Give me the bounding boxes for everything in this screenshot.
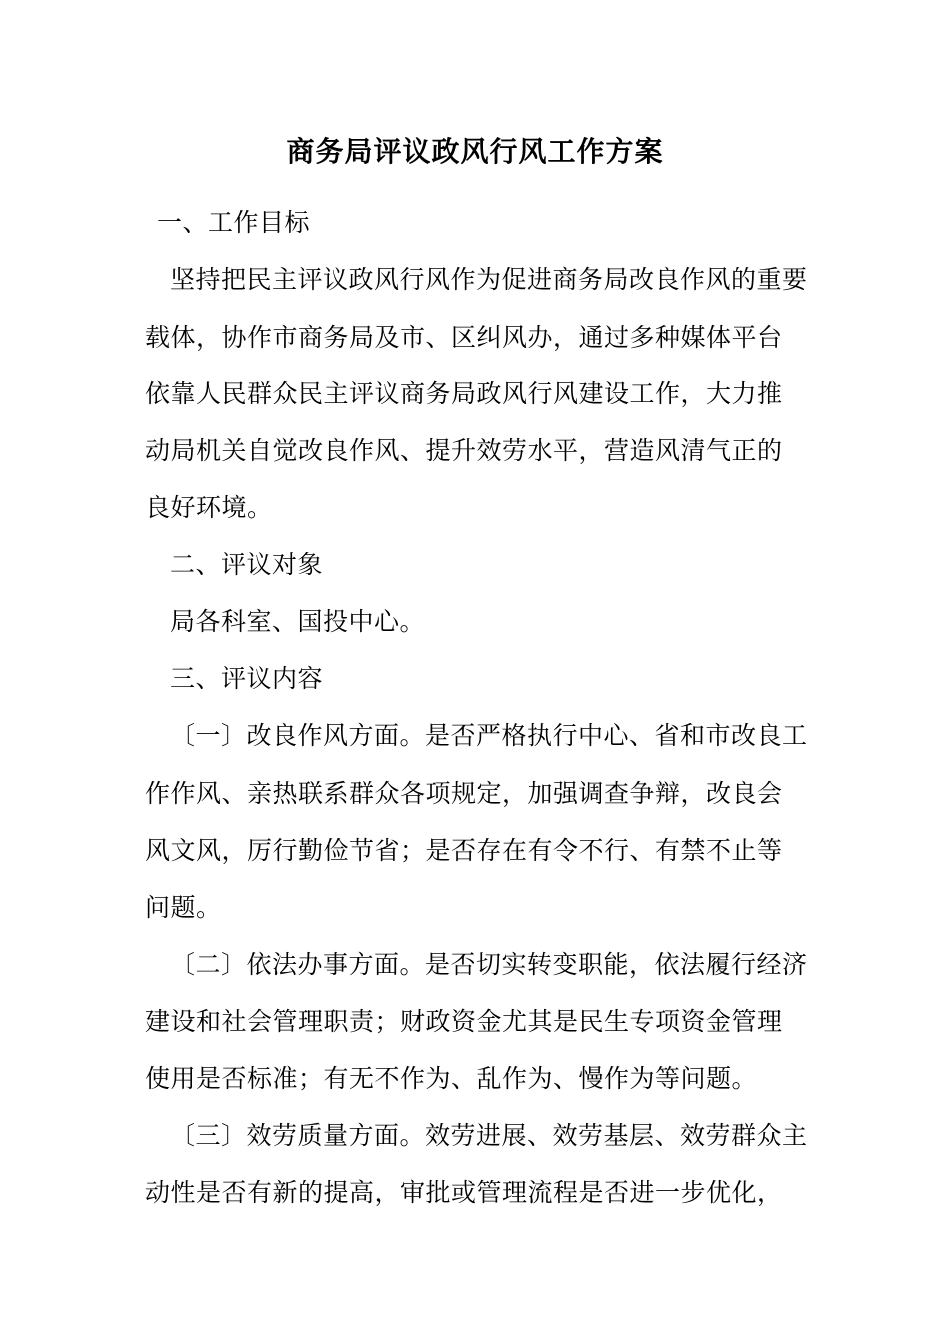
paragraph-line: 动性是否有新的提高，审批或管理流程是否进一步优化， (145, 1178, 783, 1207)
paragraph-line: 〔三〕效劳质量方面。效劳进展、效劳基层、效劳群众主 (170, 1121, 808, 1150)
section-heading-targets: 二、评议对象 (170, 550, 324, 579)
paragraph-line: 坚持把民主评议政风行风作为促进商务局改良作风的重要 (170, 265, 808, 294)
paragraph-line: 使用是否标准；有无不作为、乱作为、慢作为等问题。 (145, 1064, 758, 1093)
paragraph-line: 局各科室、国投中心。 (170, 607, 426, 636)
section-heading-goals: 一、工作目标 (157, 208, 311, 237)
paragraph-line: 风文风，厉行勤俭节省；是否存在有令不行、有禁不止等 (145, 836, 783, 865)
paragraph-line: 〔二〕依法办事方面。是否切实转变职能，依法履行经济 (170, 950, 808, 979)
paragraph-line: 问题。 (145, 893, 222, 922)
paragraph-line: 作作风、亲热联系群众各项规定，加强调查争辩，改良会 (145, 779, 783, 808)
paragraph-line: 载体，协作市商务局及市、区纠风办，通过多种媒体平台 (145, 323, 783, 352)
section-heading-content: 三、评议内容 (170, 664, 324, 693)
paragraph-line: 依靠人民群众民主评议商务局政风行风建设工作，大力推 (145, 379, 783, 408)
paragraph-line: 建设和社会管理职责；财政资金尤其是民生专项资金管理 (145, 1007, 783, 1036)
paragraph-line: 良好环境。 (145, 493, 273, 522)
paragraph-line: 动局机关自觉改良作风、提升效劳水平，营造风清气正的 (145, 436, 783, 465)
document-title: 商务局评议政风行风工作方案 (286, 135, 664, 168)
paragraph-line: 〔一〕改良作风方面。是否严格执行中心、省和市改良工 (170, 721, 808, 750)
